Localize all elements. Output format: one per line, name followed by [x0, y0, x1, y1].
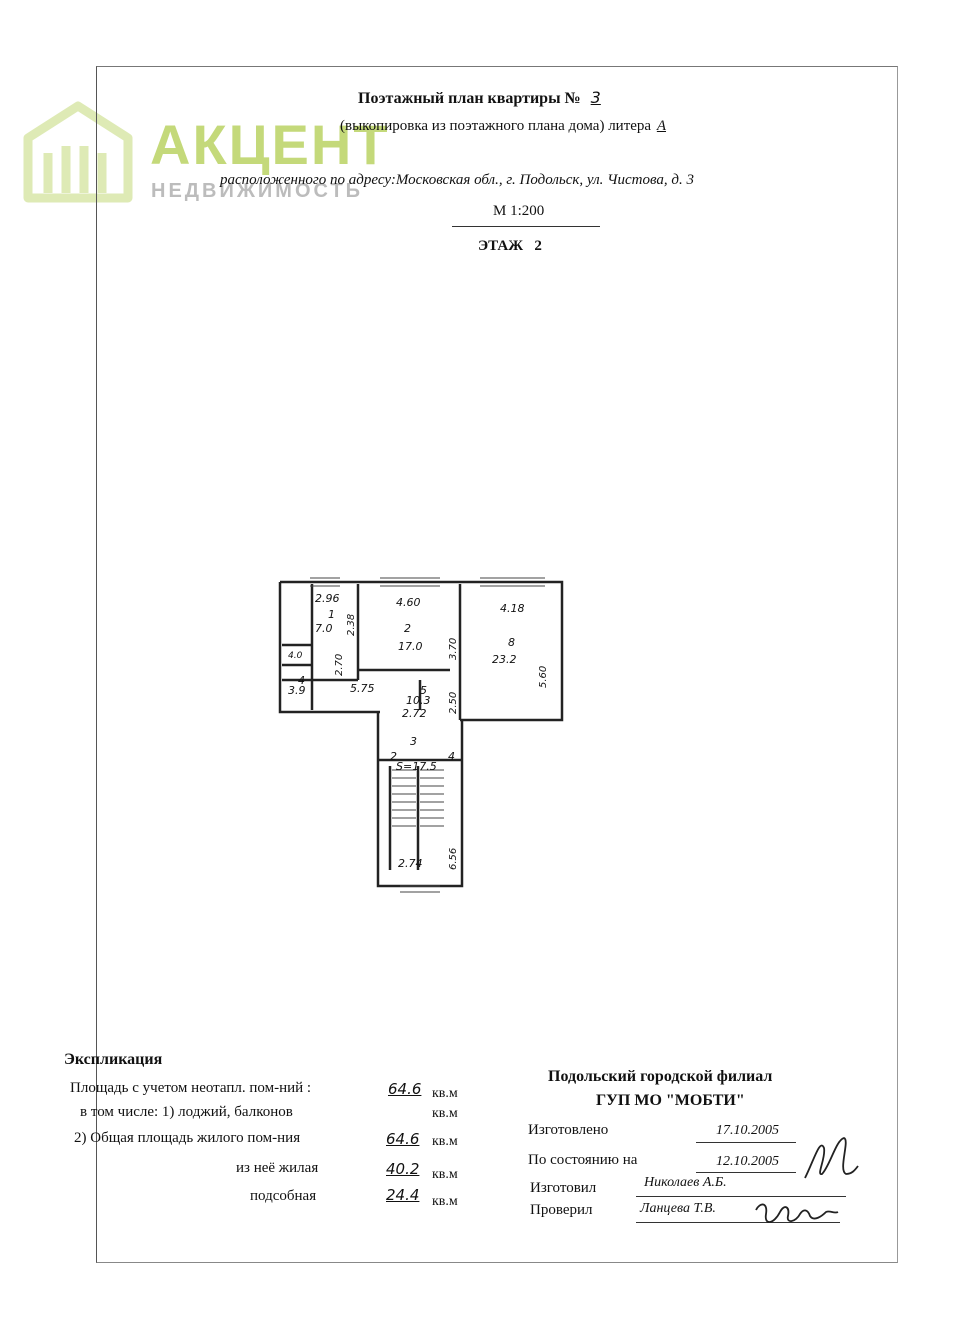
made-date: 17.10.2005 [716, 1123, 779, 1138]
expl-row-3-label: 2) Общая площадь жилого пом-ния [74, 1130, 301, 1146]
expl-row-1-value: 64.6 [388, 1080, 422, 1098]
expl-row-5-label: подсобная [250, 1188, 317, 1204]
expl-row-2-unit: кв.м [432, 1106, 458, 1121]
plan-subtitle [340, 118, 666, 135]
r8-area: 23.2 [492, 653, 517, 666]
stair-area: S=17.5 [396, 760, 437, 773]
checker-label: Проверил [530, 1202, 593, 1218]
r2-area: 17.0 [398, 640, 423, 653]
r1-num: 1 [328, 608, 335, 621]
maker-label: Изготовил [530, 1180, 597, 1196]
r2-width: 4.60 [396, 596, 421, 609]
r1-area: 7.0 [315, 622, 333, 635]
corr-length: 5.75 [350, 682, 375, 695]
r8-side: 5.60 [538, 665, 549, 688]
expl-row-3-value: 64.6 [386, 1130, 420, 1148]
explication-heading: Экспликация [64, 1051, 163, 1068]
expl-row-1-unit: кв.м [432, 1086, 458, 1101]
checker-name: Ланцева Т.В. [640, 1201, 716, 1216]
state-date-line [696, 1172, 796, 1173]
stair-3: 3 [410, 735, 417, 748]
signature-2 [750, 1196, 840, 1232]
r4-num: 4 [298, 674, 305, 687]
r1-side: 2.38 [346, 613, 357, 636]
plan-title [358, 88, 601, 108]
state-date: 12.10.2005 [716, 1154, 779, 1169]
expl-row-4-label: из неё жилая [236, 1160, 319, 1176]
r1-width: 2.96 [315, 592, 340, 605]
stair-length: 6.56 [448, 847, 459, 870]
expl-row-5-value: 24.4 [386, 1186, 420, 1204]
watermark-brand: АКЦЕНТ [150, 113, 390, 176]
stair-width: 2.74 [398, 857, 423, 870]
floor-label: ЭТАЖ 2 [478, 238, 542, 254]
expl-row-4-value: 40.2 [386, 1160, 420, 1178]
corr-side: 2.70 [334, 653, 345, 676]
r8-num: 8 [508, 636, 515, 649]
r5-num: 5 [420, 684, 427, 697]
r3-area: 4.0 [288, 651, 303, 661]
expl-row-1-label: Площадь с учетом неотапл. пом-ний : [70, 1080, 312, 1096]
expl-row-5-unit: кв.м [432, 1194, 458, 1209]
apartment-number: 3 [590, 88, 601, 107]
plan-subtitle-text: (выкопировка из поэтажного плана дома) литера [340, 118, 652, 134]
plan-title-text: Поэтажный план квартиры № [358, 90, 581, 107]
org-name: Подольский городской филиал [548, 1068, 773, 1085]
made-date-line [696, 1142, 796, 1143]
r2-side: 3.70 [448, 637, 459, 660]
expl-row-4-unit: кв.м [432, 1167, 458, 1182]
letter-value: А [656, 118, 667, 134]
stair-4: 4 [448, 750, 455, 763]
state-label: По состоянию на [528, 1152, 638, 1168]
signature-1 [800, 1130, 860, 1190]
r2-num: 2 [404, 622, 411, 635]
expl-row-3-unit: кв.м [432, 1134, 458, 1149]
r5-area: 10.3 [406, 694, 431, 707]
made-label: Изготовлено [528, 1122, 609, 1138]
org-unit: ГУП МО "МОБТИ" [596, 1092, 745, 1109]
stair-2: 2 [390, 750, 397, 763]
r5-width: 2.72 [402, 707, 427, 720]
r4-area: 3.9 [288, 684, 306, 697]
scale: М 1:200 [493, 203, 545, 219]
floor-plan [270, 570, 580, 900]
scale-underline [452, 226, 600, 227]
address: расположенного по адресу:Московская обл., г. Подольск, ул. Чистова, д. 3 [220, 172, 694, 188]
maker-name: Николаев А.Б. [644, 1175, 727, 1190]
r5-side: 2.50 [448, 691, 459, 714]
expl-row-2-label: в том числе: 1) лоджий, балконов [80, 1104, 293, 1120]
watermark-subtitle: НЕДВИЖИМОСТЬ [151, 180, 364, 202]
r8-width: 4.18 [500, 602, 525, 615]
